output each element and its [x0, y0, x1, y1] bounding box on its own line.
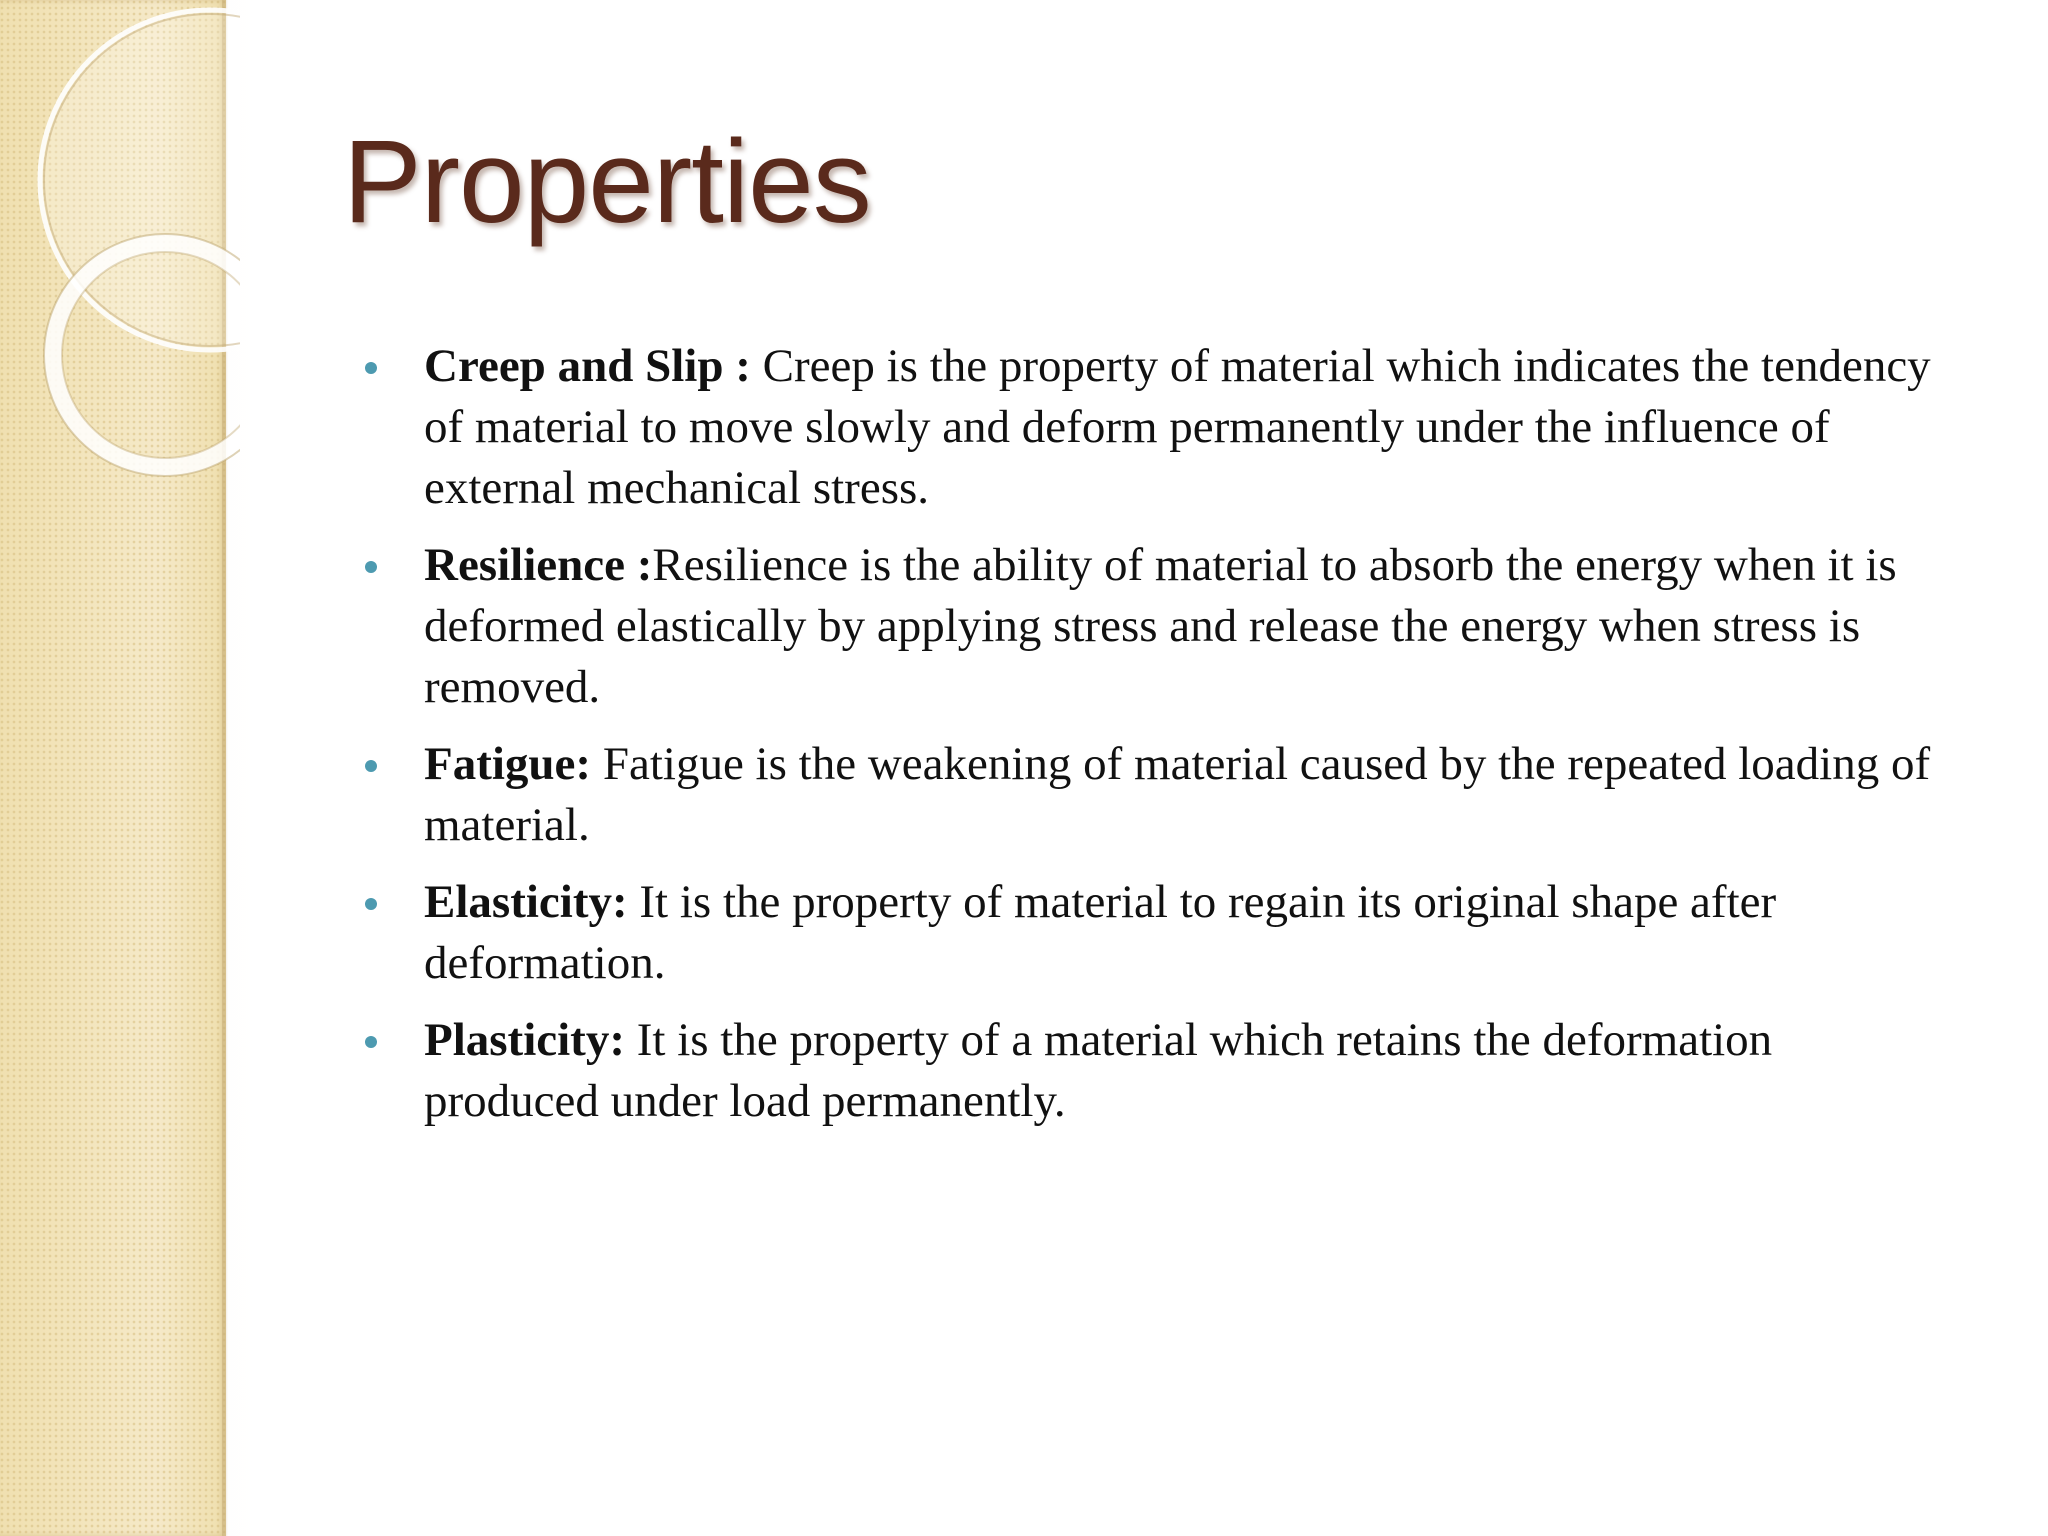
bullet-item-elasticity	[352, 872, 1952, 994]
bullet-dot-icon	[365, 362, 377, 374]
decorative-rings	[0, 0, 240, 520]
bullet-text: Fatigue is the weakening of material caused by the repeated loading of material.	[424, 738, 1931, 851]
bullet-dot-icon	[365, 561, 377, 573]
bullet-text: Resilience is the ability of material to absorb the energy when it is deformed elastically by applying stress and release the energy when stress is removed.	[424, 539, 1897, 713]
bullet-item-creep-and-slip	[352, 336, 1952, 519]
bullet-text: It is the property of a material which retains the deformation produced under load permanently.	[424, 1014, 1773, 1127]
slide-title: Properties	[343, 116, 871, 248]
bullet-term: Fatigue:	[424, 738, 592, 790]
bullet-item-fatigue	[352, 734, 1952, 856]
bullet-text: Creep is the property of material which indicates the tendency of material to move slowly and deform permanently under the influence of external mechanical stress.	[424, 340, 1931, 514]
bullet-term: Resilience :	[424, 539, 653, 591]
bullet-item-plasticity	[352, 1010, 1952, 1132]
bullet-dot-icon	[365, 760, 377, 772]
bullet-item-resilience	[352, 535, 1952, 718]
bullet-dot-icon	[365, 1036, 377, 1048]
bullet-text: It is the property of material to regain its original shape after deformation.	[424, 876, 1777, 989]
bullet-dot-icon	[365, 898, 377, 910]
bullet-term: Creep and Slip :	[424, 340, 751, 392]
bullet-term: Elasticity:	[424, 876, 628, 928]
bullet-term: Plasticity:	[424, 1014, 625, 1066]
bullet-list	[352, 336, 1952, 1148]
